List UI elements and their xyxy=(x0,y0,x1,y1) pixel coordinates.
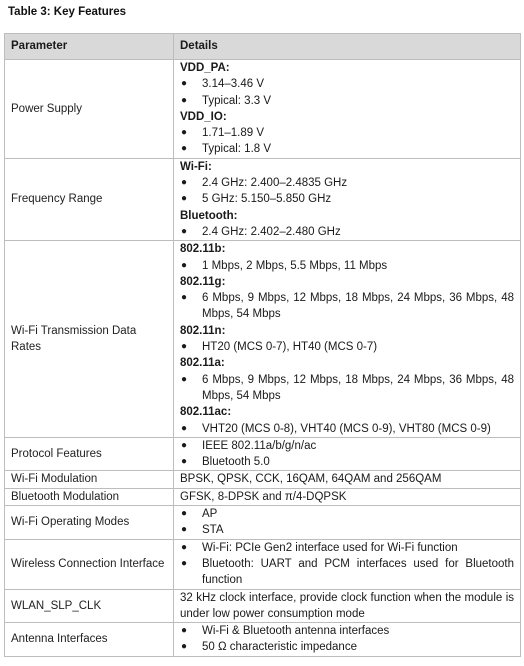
parameter-cell: Bluetooth Modulation xyxy=(5,488,174,505)
bullet-icon: ● xyxy=(181,439,188,451)
bullet-icon: ● xyxy=(181,259,188,271)
bullet-text: STA xyxy=(202,524,224,537)
bullet-text: HT20 (MCS 0-7), HT40 (MCS 0-7) xyxy=(202,341,378,354)
bullet-text: Bluetooth 5.0 xyxy=(202,456,270,469)
bullet-icon: ● xyxy=(181,373,188,385)
parameter-cell: Wi-Fi Modulation xyxy=(5,471,174,488)
details-cell xyxy=(174,589,521,623)
details-subheading: 802.11b: xyxy=(180,243,226,256)
bullet-item xyxy=(180,339,514,355)
details-subheading: VDD_IO: xyxy=(180,110,227,123)
bullet-text: AP xyxy=(202,508,218,521)
bullet-icon: ● xyxy=(181,541,188,553)
parameter-cell: Power Supply xyxy=(5,60,174,159)
table-row xyxy=(5,241,521,438)
bullet-text: 2.4 GHz: 2.400–2.4835 GHz xyxy=(202,177,348,190)
details-subheading: 802.11n: xyxy=(180,324,226,337)
bullet-text: IEEE 802.11a/b/g/n/ac xyxy=(202,439,317,452)
details-text: 32 kHz clock interface, provide clock function when the module is under low power consumption mode xyxy=(180,591,514,620)
details-subheading: Wi-Fi: xyxy=(180,160,212,173)
details-cell xyxy=(174,241,521,438)
bullet-icon: ● xyxy=(181,557,188,569)
bullet-icon: ● xyxy=(181,143,188,155)
table-row xyxy=(5,623,521,657)
bullet-text: 5 GHz: 5.150–5.850 GHz xyxy=(202,193,332,206)
bullet-item xyxy=(180,556,514,589)
key-features-table xyxy=(4,33,521,657)
details-text: GFSK, 8-DPSK and π/4-DQPSK xyxy=(180,490,347,503)
bullet-icon: ● xyxy=(181,177,188,189)
table-caption: Table 3: Key Features xyxy=(8,6,127,18)
bullet-item xyxy=(180,224,514,240)
bullet-item xyxy=(180,421,514,437)
table-row xyxy=(5,589,521,623)
bullet-item xyxy=(180,290,514,323)
bullet-icon: ● xyxy=(181,625,188,637)
table-row xyxy=(5,158,521,240)
table-header-row xyxy=(5,34,521,60)
bullet-icon: ● xyxy=(181,422,188,434)
bullet-item xyxy=(180,454,514,470)
table-row xyxy=(5,506,521,540)
parameter-cell: Wi-Fi Operating Modes xyxy=(5,506,174,540)
details-subheading: Bluetooth: xyxy=(180,209,238,222)
bullet-item xyxy=(180,623,514,639)
parameter-cell: WLAN_SLP_CLK xyxy=(5,589,174,623)
bullet-item xyxy=(180,540,514,556)
bullet-text: Typical: 3.3 V xyxy=(202,94,272,107)
bullet-text: 3.14–3.46 V xyxy=(202,78,265,91)
bullet-text: Typical: 1.8 V xyxy=(202,143,272,156)
bullet-item xyxy=(180,141,514,157)
bullet-icon: ● xyxy=(181,78,188,90)
bullet-text: Wi-Fi: PCIe Gen2 interface used for Wi-Fi function xyxy=(202,541,458,554)
bullet-icon: ● xyxy=(181,292,188,304)
bullet-text: 50 Ω characteristic impedance xyxy=(202,641,357,654)
bullet-item xyxy=(180,438,514,454)
details-cell xyxy=(174,539,521,589)
bullet-item xyxy=(180,125,514,141)
details-cell xyxy=(174,623,521,657)
parameter-cell: Wireless Connection Interface xyxy=(5,539,174,589)
bullet-text: Wi-Fi & Bluetooth antenna interfaces xyxy=(202,625,390,638)
bullet-text: 1.71–1.89 V xyxy=(202,127,265,140)
parameter-cell: Frequency Range xyxy=(5,158,174,240)
bullet-icon: ● xyxy=(181,524,188,536)
bullet-icon: ● xyxy=(181,456,188,468)
bullet-item xyxy=(180,191,514,207)
details-text: BPSK, QPSK, CCK, 16QAM, 64QAM and 256QAM xyxy=(180,473,442,486)
bullet-text: 2.4 GHz: 2.402–2.480 GHz xyxy=(202,225,341,238)
details-cell xyxy=(174,488,521,505)
details-cell xyxy=(174,60,521,159)
bullet-item xyxy=(180,258,514,274)
bullet-text: VHT20 (MCS 0-8), VHT40 (MCS 0-9), VHT80 (MCS 0-9) xyxy=(202,422,491,435)
bullet-item xyxy=(180,506,514,522)
header-details: Details xyxy=(174,34,521,60)
table-row xyxy=(5,488,521,505)
bullet-icon: ● xyxy=(181,341,188,353)
table-row xyxy=(5,60,521,159)
bullet-text: 6 Mbps, 9 Mbps, 12 Mbps, 18 Mbps, 24 Mbps, 36 Mbps, 48 Mbps, 54 Mbps xyxy=(202,292,514,321)
details-subheading: VDD_PA: xyxy=(180,62,230,74)
table-row xyxy=(5,539,521,589)
bullet-icon: ● xyxy=(181,508,188,520)
bullet-text: Bluetooth: UART and PCM interfaces used for Bluetooth function xyxy=(202,557,514,587)
bullet-icon: ● xyxy=(181,94,188,106)
bullet-text: 6 Mbps, 9 Mbps, 12 Mbps, 18 Mbps, 24 Mbps, 36 Mbps, 48 Mbps, 54 Mbps xyxy=(202,373,514,402)
bullet-item xyxy=(180,522,514,538)
bullet-icon: ● xyxy=(181,641,188,653)
table-row xyxy=(5,471,521,488)
details-subheading: 802.11ac: xyxy=(180,406,232,419)
parameter-cell: Protocol Features xyxy=(5,437,174,471)
bullet-item xyxy=(180,372,514,405)
table-row xyxy=(5,437,521,471)
details-cell xyxy=(174,471,521,488)
parameter-cell: Antenna Interfaces xyxy=(5,623,174,657)
bullet-item xyxy=(180,76,514,92)
table-body xyxy=(5,60,521,657)
details-subheading: 802.11g: xyxy=(180,275,226,288)
bullet-icon: ● xyxy=(181,193,188,205)
parameter-cell: Wi-Fi Transmission Data Rates xyxy=(5,241,174,438)
bullet-item xyxy=(180,175,514,191)
bullet-text: 1 Mbps, 2 Mbps, 5.5 Mbps, 11 Mbps xyxy=(202,259,388,272)
header-parameter: Parameter xyxy=(5,34,174,60)
details-cell xyxy=(174,506,521,540)
details-cell xyxy=(174,437,521,471)
bullet-icon: ● xyxy=(181,225,188,237)
bullet-item xyxy=(180,639,514,655)
details-subheading: 802.11a: xyxy=(180,357,225,370)
details-cell xyxy=(174,158,521,240)
bullet-icon: ● xyxy=(181,127,188,139)
bullet-item xyxy=(180,93,514,109)
